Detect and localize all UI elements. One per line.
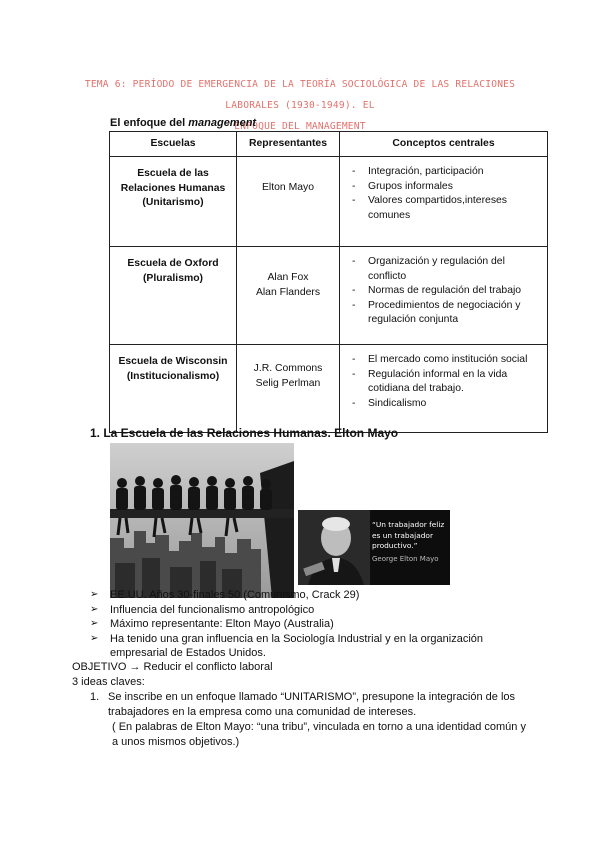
concepts-cell — [340, 247, 548, 345]
concept-item: - El mercado como institución social — [368, 353, 541, 368]
concept-item: - Procedimientos de negociación y regulación conjunta — [368, 299, 541, 328]
representative: Elton Mayo — [262, 182, 314, 193]
caption-prefix: El enfoque del — [110, 117, 189, 129]
header-representantes: Representantes — [237, 132, 340, 157]
table-header-row — [110, 132, 548, 157]
representative: J.R. Commons — [253, 363, 323, 374]
school-type: (Unitarismo) — [142, 197, 204, 208]
representative: Selig Perlman — [255, 377, 321, 389]
idea-number: 1. — [90, 691, 100, 703]
table-row — [110, 157, 548, 247]
school-name: Escuela de Oxford — [127, 258, 219, 269]
concepts-list — [340, 165, 541, 223]
concept-item: - Normas de regulación del trabajo — [368, 284, 541, 299]
elton-mayo-quote-image — [298, 510, 450, 585]
rep-cell — [237, 157, 340, 247]
table-row — [110, 345, 548, 433]
school-name: Escuela de Wisconsin — [118, 356, 228, 367]
school-name: Escuela de las — [137, 168, 209, 179]
concepts-cell — [340, 345, 548, 433]
list-item: ➢ EE.UU. Años 30-finales 50 (Comunismo, Crack 29) — [90, 588, 510, 603]
caption-italic: management — [188, 117, 257, 129]
schools-table — [109, 131, 548, 433]
photo-illustration — [110, 443, 294, 598]
concept-item: - Sindicalismo — [368, 397, 541, 412]
concepts-cell — [340, 157, 548, 247]
representative: Alan Flanders — [255, 286, 321, 298]
quote-box — [372, 520, 450, 564]
school-name: Relaciones Humanas — [120, 182, 226, 194]
rep-cell — [237, 345, 340, 433]
rep-cell — [237, 247, 340, 345]
idea-item — [90, 690, 530, 750]
concept-item: - Regulación informal en la vida cotidiana del trabajo. — [368, 368, 541, 397]
elton-mayo-portrait — [298, 510, 370, 585]
concept-item: - Integración, participación — [368, 165, 541, 180]
title-line-1: TEMA 6: PERÍODO DE EMERGENCIA DE LA TEORÍA SOCIOLÓGICA DE LAS RELACIONES LABORALES (1930-1949). EL — [84, 79, 516, 111]
section-heading: 1. La Escuela de las Relaciones Humanas. Elton Mayo — [90, 426, 399, 440]
school-cell — [110, 345, 237, 433]
representative: Alan Fox — [267, 272, 309, 283]
ideas-label: 3 ideas claves: — [72, 676, 145, 688]
list-item: ➢ Máximo representante: Elton Mayo (Australia) — [90, 617, 510, 632]
quote-text: “Un trabajador feliz es un trabajador productivo.” — [372, 520, 445, 551]
quote-author: George Elton Mayo — [372, 554, 439, 563]
header-escuelas: Escuelas — [110, 132, 237, 157]
school-cell — [110, 157, 237, 247]
school-type: (Institucionalismo) — [126, 370, 220, 382]
bullet-list — [90, 588, 510, 661]
concepts-list — [340, 255, 541, 328]
header-conceptos: Conceptos centrales — [340, 132, 548, 157]
workers-on-beam-photo — [110, 443, 294, 598]
idea-note: ( En palabras de Elton Mayo: “una tribu”, vinculada en torno a una identidad común y a unos mismos objetivos.) — [112, 721, 526, 748]
idea-text: Se inscribe en un enfoque llamado “UNITARISMO”, presupone la integración de los trabajadores en la empresa como una comunidad de intereses. — [108, 691, 516, 718]
table-row — [110, 247, 548, 345]
school-type: (Pluralismo) — [142, 272, 204, 284]
school-cell — [110, 247, 237, 345]
list-item: ➢ Ha tenido una gran influencia en la Sociología Industrial y en la organización empresarial de Estados Unidos. — [90, 632, 510, 661]
concepts-list — [340, 353, 541, 411]
list-item: ➢ Influencia del funcionalismo antropológico — [90, 603, 510, 618]
table-caption — [110, 117, 256, 129]
objective-line: OBJETIVO → Reducir el conflicto laboral — [72, 661, 273, 673]
title-line-2: ENFOQUE DEL MANAGEMENT — [234, 121, 366, 132]
concept-item: - Valores compartidos,intereses comunes — [368, 194, 541, 223]
concept-item: - Organización y regulación del conflicto — [368, 255, 541, 284]
concept-item: - Grupos informales — [368, 180, 541, 195]
